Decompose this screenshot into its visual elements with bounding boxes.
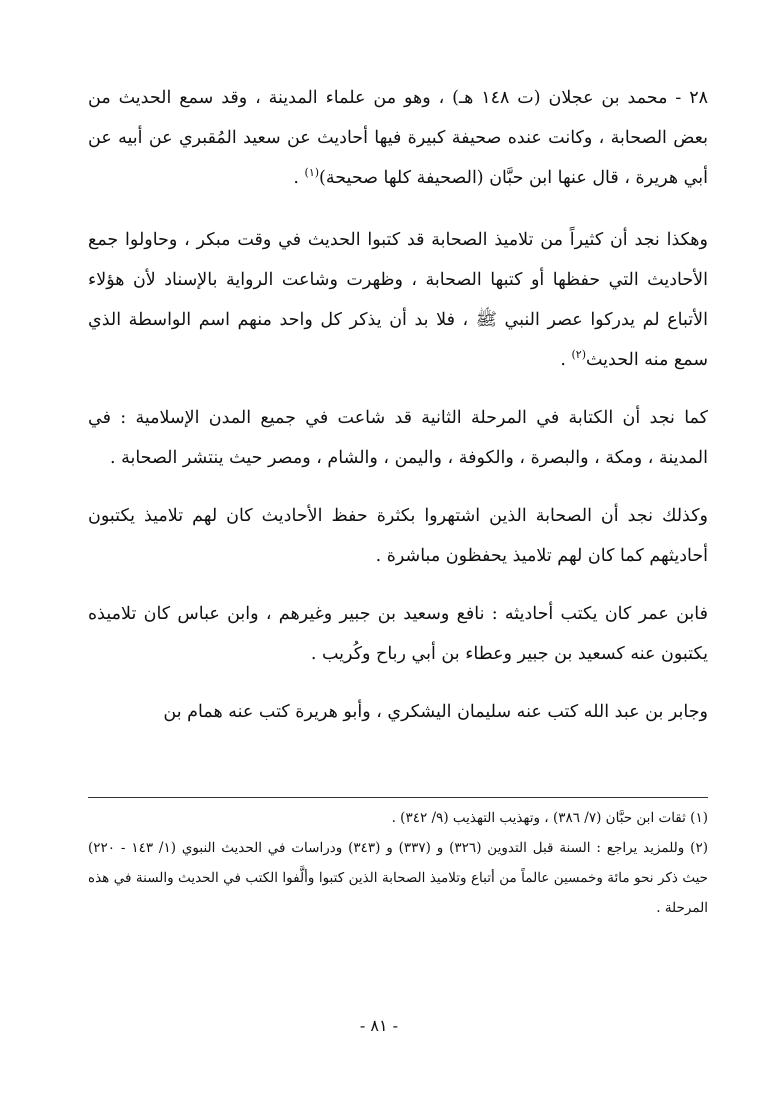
- footnote-ref-2: (٢): [571, 348, 586, 362]
- footnote-1: (١) ثقات ابن حبَّان (٧/ ٣٨٦) ، وتهذيب التهذيب (٩/ ٣٤٢) .: [391, 810, 708, 826]
- paragraph-1-text: ٢٨ - محمد بن عجلان (ت ١٤٨ هـ) ، وهو من علماء المدينة ، وقد سمع الحديث من بعض الصحابة ، وكانت عنده صحيفة كبيرة فيها أحاديث عن سعيد المُقبري عن أبيه عن أبي هريرة ، قال عنها ابن حبَّان (الصحيفة كلها صحيحة): [88, 88, 708, 188]
- paragraph-6-text: وجابر بن عبد الله كتب عنه سليمان اليشكري ، وأبو هريرة كتب عنه همام بن: [163, 702, 708, 722]
- footnote-separator: [88, 797, 708, 798]
- footnote-ref-1: (١): [304, 166, 320, 180]
- main-text: [88, 78, 708, 750]
- paragraph-5: [88, 594, 708, 674]
- paragraph-1-tail: .: [293, 168, 305, 188]
- paragraph-6: [88, 692, 708, 732]
- paragraph-1: [88, 78, 708, 198]
- paragraph-5-text: فابن عمر كان يكتب أحاديثه : نافع وسعيد بن جبير وغيرهم ، وابن عباس كان تلاميذه يكتبون عنه كسعيد بن جبير وعطاء بن أبي رباح وكُريب .: [88, 604, 708, 664]
- paragraph-3: [88, 398, 708, 478]
- page-number: - ٨١ -: [359, 1016, 399, 1035]
- paragraph-3-text: كما نجد أن الكتابة في المرحلة الثانية قد شاعت في جميع المدن الإسلامية : في المدينة ، ومكة ، والبصرة ، والكوفة ، واليمن ، والشام ، ومصر حيث ينتشر الصحابة .: [88, 408, 708, 468]
- footnote-2: (٢) وللمزيد يراجع : السنة قبل التدوين (٣٢٦) و (٣٣٧) و (٣٤٣) ودراسات في الحديث النبوي (١/ ١٤٣ - ٢٢٠) حيث ذكر نحو مائة وخمسين عالماً من أتباع وتلاميذ الصحابة الذين كتبوا وألَّفوا الكتب في الحديث والسنة في هذه المرحلة .: [88, 840, 709, 916]
- paragraph-2-text: وهكذا نجد أن كثيراً من تلاميذ الصحابة قد كتبوا الحديث في وقت مبكر ، وحاولوا جمع الأحاديث التي حفظها أو كتبها الصحابة ، وظهرت وشاعت الرواية بالإسناد لأن هؤلاء الأتباع لم يدركوا عصر النبي ﷺ ، فلا بد أن يذكر كل واحد منهم اسم الواسطة الذي سمع منه الحديث: [88, 230, 708, 370]
- paragraph-2: [88, 220, 708, 380]
- paragraph-2-tail: .: [560, 350, 572, 370]
- paragraph-4: [88, 496, 708, 576]
- footnotes: [88, 803, 708, 923]
- paragraph-4-text: وكذلك نجد أن الصحابة الذين اشتهروا بكثرة حفظ الأحاديث كان لهم تلاميذ يكتبون أحاديثهم كما كان لهم تلاميذ يحفظون مباشرة .: [88, 506, 708, 566]
